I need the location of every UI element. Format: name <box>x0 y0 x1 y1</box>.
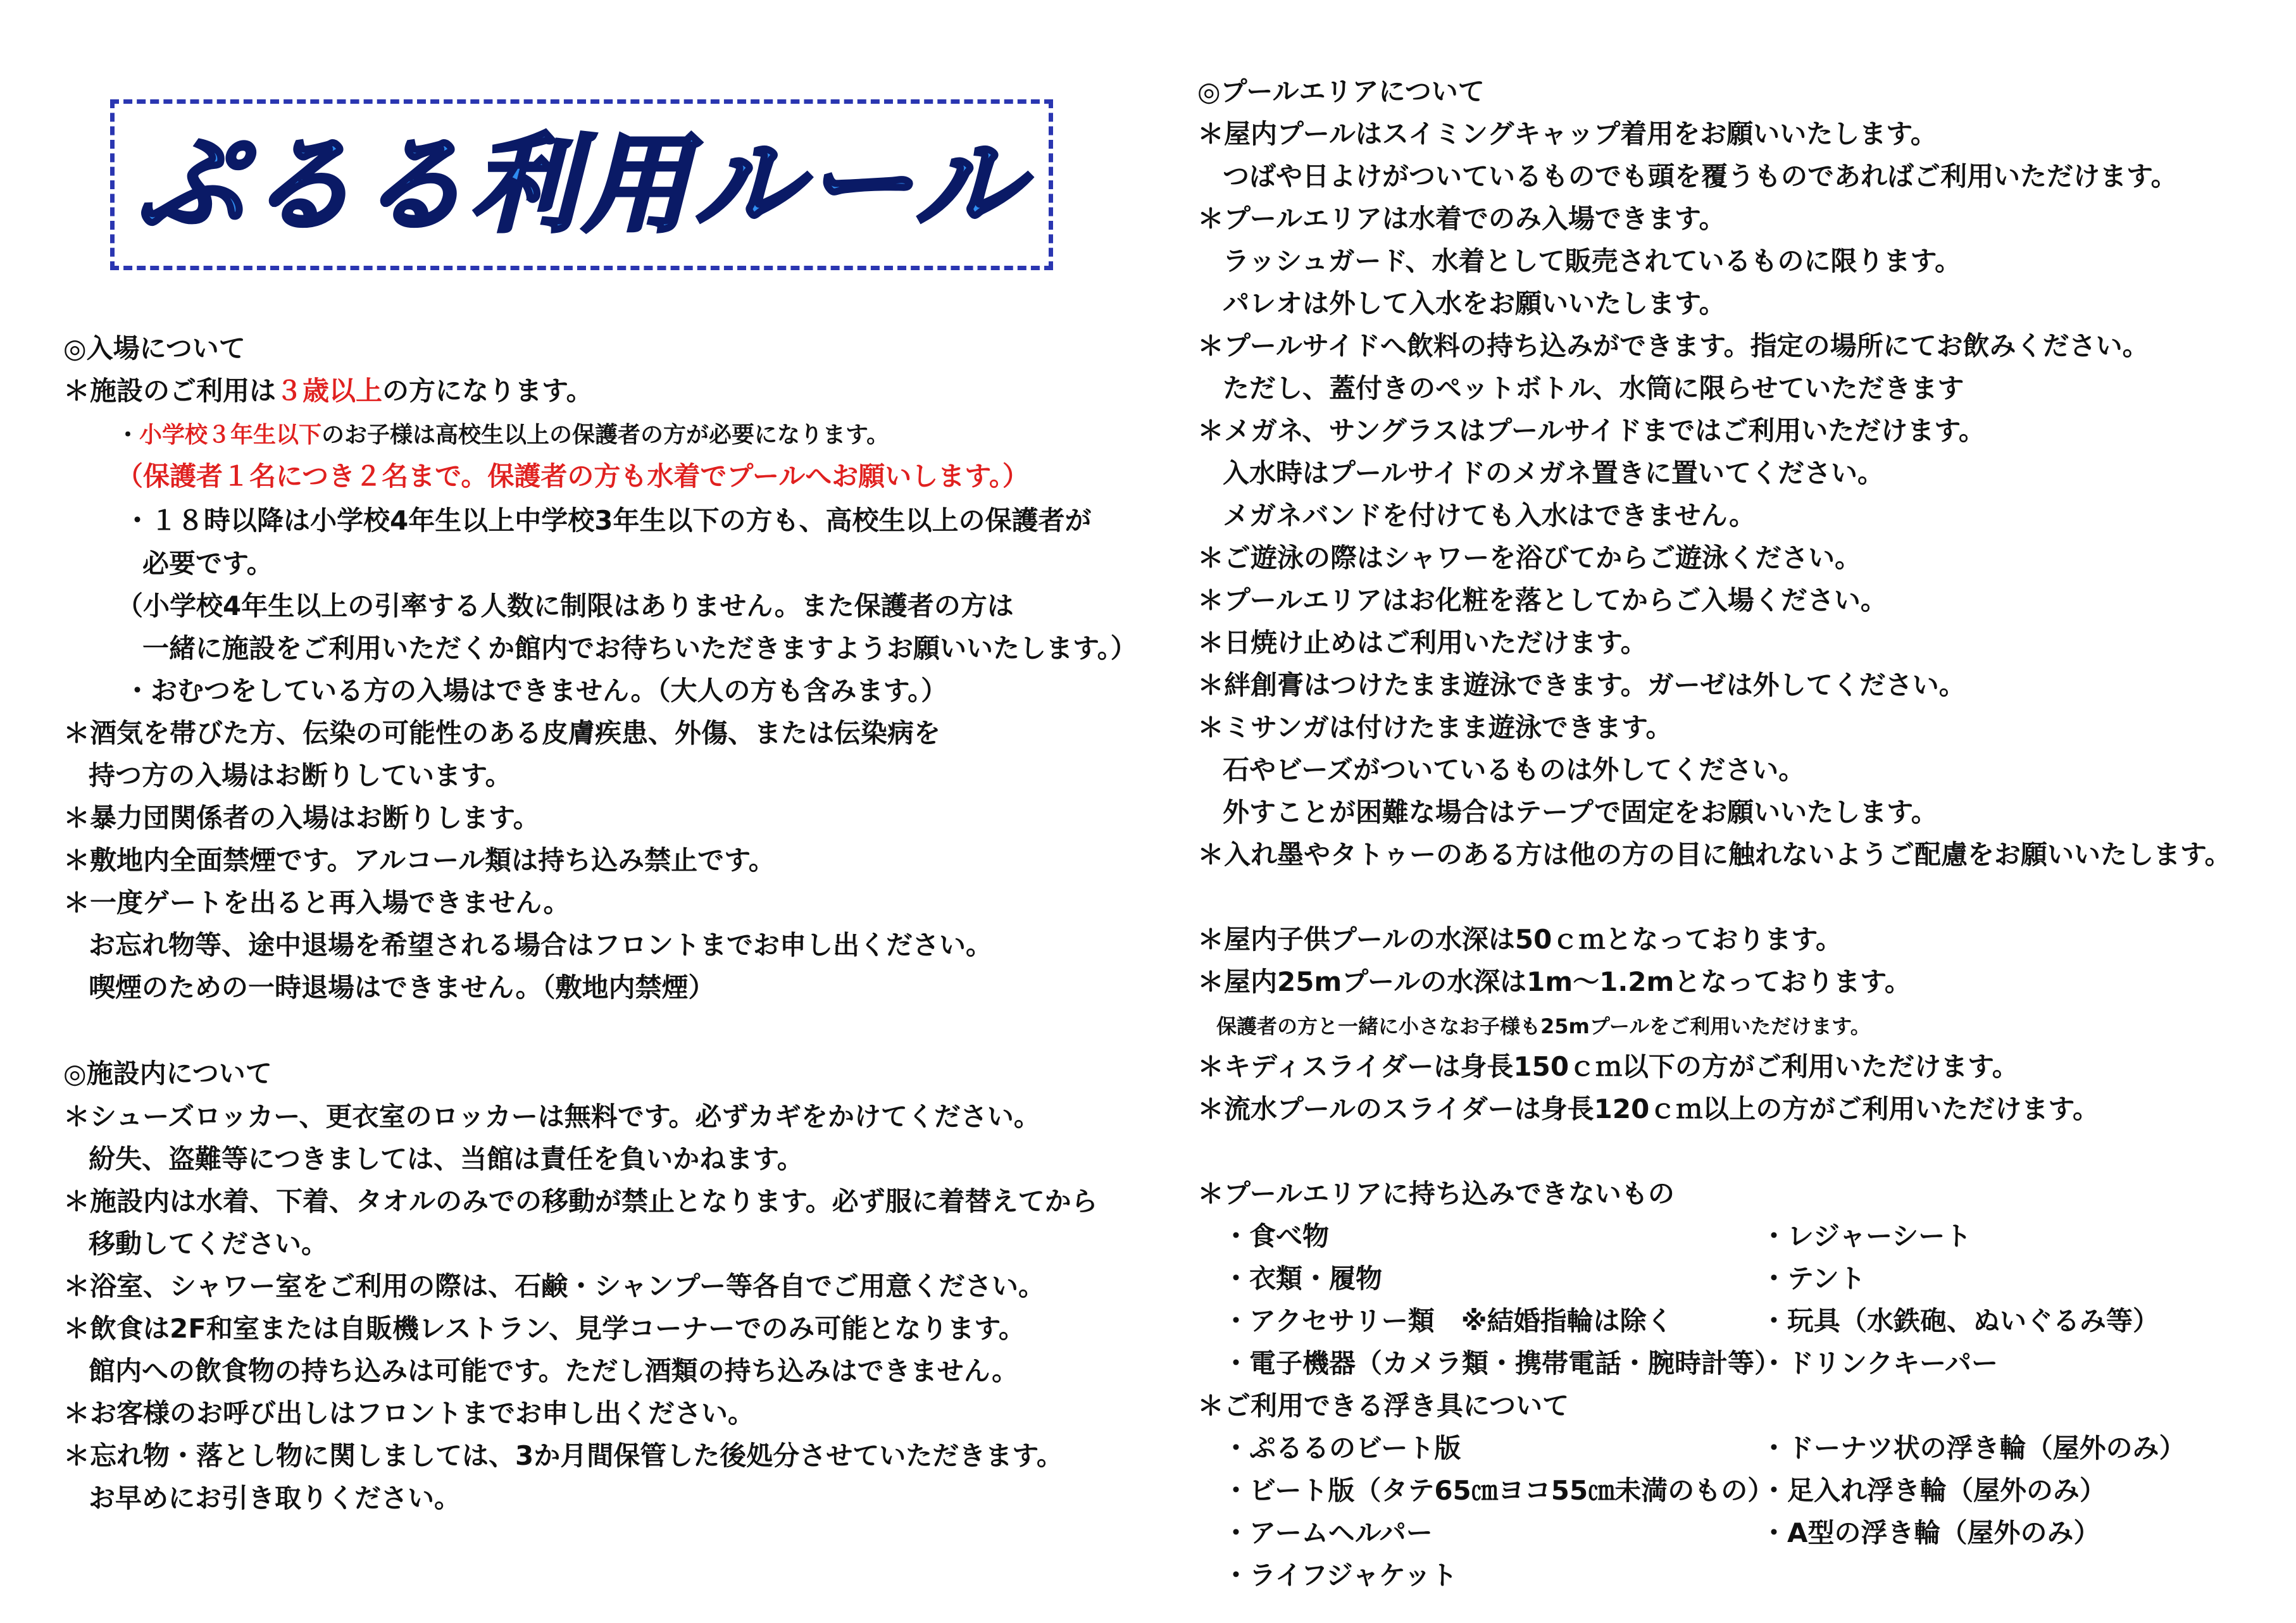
grade-requirement: 小学校３年生以下 <box>139 422 322 448</box>
facility-line-2: 紛失、盗難等につきましては、当館は責任を負いかねます。 <box>89 1143 804 1174</box>
prohibited-item: ・ドリンクキーパー <box>1761 1348 1999 1379</box>
entry-line-13: ＊一度ゲートを出ると再入場できません。 <box>63 887 570 918</box>
pool-line-10: メガネバンドを付けても入水はできません。 <box>1223 500 1756 531</box>
prohibited-item: ・レジャーシート <box>1761 1221 1972 1252</box>
prohibited-item: ・テント <box>1761 1263 1866 1294</box>
float-item: ・ビート版（タテ65㎝ヨコ55㎝未満のもの） <box>1223 1475 1775 1506</box>
pool-line-6: ＊プールサイドへ飲料の持ち込みができます。指定の場所にてお飲みください。 <box>1197 330 2149 361</box>
float-item: ・ぷるるのビート版 <box>1223 1433 1461 1464</box>
facility-line-8: ＊お客様のお呼び出しはフロントまでお申し出ください。 <box>63 1398 755 1429</box>
float-item: ・アームヘルパー <box>1223 1517 1433 1548</box>
floats-heading: ＊ご利用できる浮き具について <box>1197 1390 1569 1421</box>
facility-line-7: 館内への飲食物の持ち込みは可能です。ただし酒類の持ち込みはできません。 <box>89 1355 1019 1386</box>
facility-line-4: 移動してください。 <box>89 1228 328 1259</box>
entry-line-5: 必要です。 <box>142 548 273 579</box>
prohibited-heading: ＊プールエリアに持ち込みできないもの <box>1197 1178 1675 1209</box>
entry-line-11: ＊暴力団関係者の入場はお断りします。 <box>63 802 540 833</box>
depth-line-5: ＊流水プールのスライダーは身長120ｃｍ以上の方がご利用いただけます。 <box>1197 1093 2099 1124</box>
prohibited-item: ・電子機器（カメラ類・携帯電話・腕時計等） <box>1223 1348 1781 1379</box>
pool-heading: ◎プールエリアについて <box>1197 76 1485 107</box>
float-item: ・A型の浮き輪（屋外のみ） <box>1761 1517 2100 1548</box>
pool-line-18: ＊入れ墨やタトゥーのある方は他の方の目に触れないようご配慮をお願いいたします。 <box>1197 839 2231 870</box>
float-item: ・ドーナツ状の浮き輪（屋外のみ） <box>1761 1433 2186 1464</box>
prohibited-item: ・玩具（水鉄砲、ぬいぐるみ等） <box>1761 1305 2160 1336</box>
pool-line-7: ただし、蓋付きのペットボトル、水筒に限らせていただきます <box>1223 373 1964 404</box>
pool-line-2: つばや日よけがついているものでも頭を覆うものであればご利用いただけます。 <box>1223 161 2178 192</box>
pool-line-11: ＊ご遊泳の際はシャワーを浴びてからご遊泳ください。 <box>1197 542 1862 573</box>
facility-heading: ◎施設内について <box>63 1058 272 1089</box>
facility-line-3: ＊施設内は水着、下着、タオルのみでの移動が禁止となります。必ず服に着替えてから <box>63 1186 1098 1217</box>
pool-line-8: ＊メガネ、サングラスはプールサイドまではご利用いただけます。 <box>1197 415 1985 446</box>
depth-line-1: ＊屋内子供プールの水深は50ｃｍとなっております。 <box>1197 924 1842 955</box>
entry-line-10: 持つ方の入場はお断りしています。 <box>89 760 512 791</box>
pool-line-15: ＊ミサンガは付けたまま遊泳できます。 <box>1197 712 1673 743</box>
entry-line-2: ・小学校３年生以下のお子様は高校生以上の保護者の方が必要になります。 <box>116 422 890 448</box>
facility-line-9: ＊忘れ物・落とし物に関しましては、3か月間保管した後処分させていただきます。 <box>63 1440 1063 1471</box>
pool-line-9: 入水時はプールサイドのメガネ置きに置いてください。 <box>1223 457 1884 488</box>
page-title: ぷるる利用ルール <box>137 123 1026 247</box>
prohibited-item: ・食べ物 <box>1223 1221 1330 1252</box>
pool-line-13: ＊日焼け止めはご利用いただけます。 <box>1197 627 1647 658</box>
depth-line-4: ＊キディスライダーは身長150ｃｍ以下の方がご利用いただけます。 <box>1197 1051 2019 1082</box>
entry-line-8: ・おむつをしている方の入場はできません。（大人の方も含みます。） <box>124 675 948 706</box>
entry-line-1: ＊施設のご利用は３歳以上の方になります。 <box>63 375 593 406</box>
facility-line-6: ＊飲食は2F和室または自販機レストラン、見学コーナーでのみ可能となります。 <box>63 1313 1025 1344</box>
entry-line-9: ＊酒気を帯びた方、伝染の可能性のある皮膚疾患、外傷、または伝染病を <box>63 718 941 749</box>
pool-line-14: ＊絆創膏はつけたまま遊泳できます。ガーゼは外してください。 <box>1197 669 1966 700</box>
pool-line-12: ＊プールエリアはお化粧を落としてからご入場ください。 <box>1197 585 1887 616</box>
facility-line-10: お早めにお引き取りください。 <box>89 1483 461 1514</box>
age-requirement: ３歳以上 <box>276 375 383 406</box>
entry-line-6: （小学校4年生以上の引率する人数に制限はありません。また保護者の方は <box>116 590 1014 621</box>
pool-line-3: ＊プールエリアは水着でのみ入場できます。 <box>1197 203 1726 234</box>
float-item: ・足入れ浮き輪（屋外のみ） <box>1761 1475 2107 1506</box>
depth-line-2: ＊屋内25mプールの水深は1m～1.2mとなっております。 <box>1197 966 1911 997</box>
facility-line-5: ＊浴室、シャワー室をご利用の際は、石鹸・シャンプー等各自でご用意ください。 <box>63 1271 1045 1302</box>
pool-line-17: 外すことが困難な場合はテープで固定をお願いいたします。 <box>1223 797 1938 828</box>
pool-line-16: 石やビーズがついているものは外してください。 <box>1223 754 1806 785</box>
depth-line-3: 保護者の方と一緒に小さなお子様も25mプールをご利用いただけます。 <box>1216 1014 1871 1038</box>
entry-line-4: ・１８時以降は小学校4年生以上中学校3年生以下の方も、高校生以上の保護者が <box>124 505 1092 536</box>
prohibited-item: ・衣類・履物 <box>1223 1263 1383 1294</box>
prohibited-item: ・アクセサリー類 ※結婚指輪は除く <box>1223 1305 1673 1336</box>
facility-line-1: ＊シューズロッカー、更衣室のロッカーは無料です。必ずカギをかけてください。 <box>63 1101 1040 1132</box>
guardian-note: （保護者１名につき２名まで。保護者の方も水着でプールへお願いします。） <box>116 461 1029 492</box>
entry-line-12: ＊敷地内全面禁煙です。アルコール類は持ち込み禁止です。 <box>63 845 775 876</box>
entry-heading: ◎入場について <box>63 333 246 364</box>
pool-line-1: ＊屋内プールはスイミングキャップ着用をお願いいたします。 <box>1197 118 1937 149</box>
entry-line-14: お忘れ物等、途中退場を希望される場合はフロントまでお申し出ください。 <box>89 930 993 961</box>
pool-line-4: ラッシュガード、水着として販売されているものに限ります。 <box>1223 246 1962 277</box>
entry-line-15: 喫煙のための一時退場はできません。（敷地内禁煙） <box>89 972 715 1003</box>
pool-line-5: パレオは外して入水をお願いいたします。 <box>1223 288 1726 319</box>
float-item: ・ライフジャケット <box>1223 1560 1457 1591</box>
entry-line-7: 一緒に施設をご利用いただくか館内でお待ちいただきますようお願いいたします。） <box>142 633 1137 664</box>
title-box <box>110 99 1053 270</box>
